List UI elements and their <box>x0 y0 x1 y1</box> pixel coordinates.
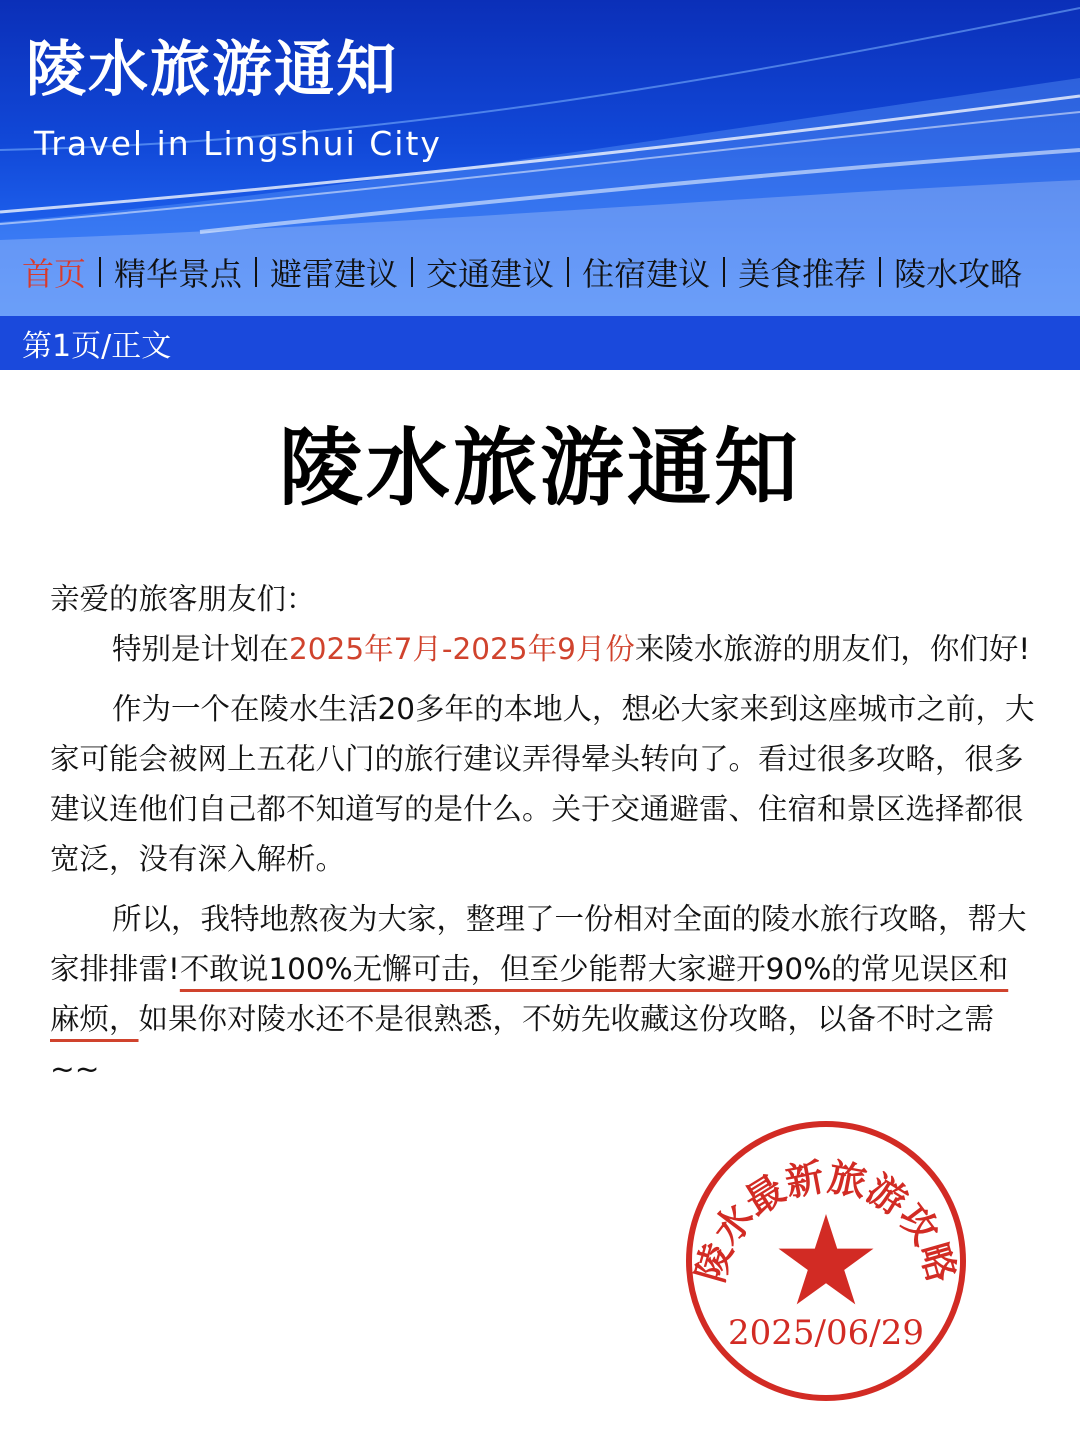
nav-item-highlight-sights[interactable]: 精华景点 <box>114 255 243 293</box>
red-seal-stamp <box>683 1118 969 1404</box>
paragraph-1-lead: 特别是计划在 <box>112 632 290 666</box>
paragraph-2: 作为一个在陵水生活20多年的本地人，想必大家来到这座城市之前，大家可能会被网上五花八门的旅行建议弄得晕头转向了。看过很多攻略，很多建议连他们自己都不知道写的是什么。关于交通避雷、住宿和景区选择都很宽泛，没有深入解析。 <box>50 692 1035 876</box>
underlined-claim: 不敢说100%无懈可击，但至少能帮大家避开90%的常见误区和麻烦， <box>50 952 1009 1036</box>
nav-item-pitfall-tips[interactable]: 避雷建议 <box>270 255 399 293</box>
nav-divider <box>567 257 569 287</box>
nav-item-lingshui-guide[interactable]: 陵水攻略 <box>894 255 1023 293</box>
stamp-arc-text: 陵水最新旅游攻略 <box>687 1153 965 1287</box>
paragraph-3-lead: 所以，我特地熬夜为大家，整理了一份相对全面的陵水旅行攻略，帮大家排排雷! <box>50 902 1027 986</box>
nav-item-food-picks[interactable]: 美食推荐 <box>738 255 867 293</box>
page-indicator-bar <box>0 316 1080 370</box>
notice-body <box>50 574 1035 1094</box>
nav-divider <box>255 257 257 287</box>
travel-date-range: 2025年7月-2025年9月份 <box>289 632 635 666</box>
document-title: 陵水旅游通知 <box>278 419 801 517</box>
nav-divider <box>411 257 413 287</box>
nav-item-transport-tips[interactable]: 交通建议 <box>426 255 555 293</box>
banner-title: 陵水旅游通知 <box>26 35 398 105</box>
paragraph-1-tail: 来陵水旅游的朋友们，你们好! <box>634 632 1031 666</box>
header-banner <box>0 0 1080 316</box>
nav-divider <box>99 257 101 287</box>
stamp-date: 2025/06/29 <box>728 1313 924 1353</box>
paragraph-3-tail: 如果你对陵水还不是很熟悉，不妨先收藏这份攻略，以备不时之需~~ <box>50 1002 995 1086</box>
nav-divider <box>879 257 881 287</box>
banner-subtitle: Travel in Lingshui City <box>34 124 442 163</box>
paragraph-3 <box>50 894 1035 1094</box>
star-icon <box>779 1214 874 1304</box>
page-indicator: 第1页/正文 <box>22 329 172 364</box>
nav-item-lodging-tips[interactable]: 住宿建议 <box>582 255 711 293</box>
paragraph-1 <box>50 624 1035 674</box>
top-navigation <box>22 248 1080 296</box>
nav-divider <box>723 257 725 287</box>
nav-item-home[interactable]: 首页 <box>22 255 87 293</box>
greeting: 亲爱的旅客朋友们： <box>50 582 316 616</box>
